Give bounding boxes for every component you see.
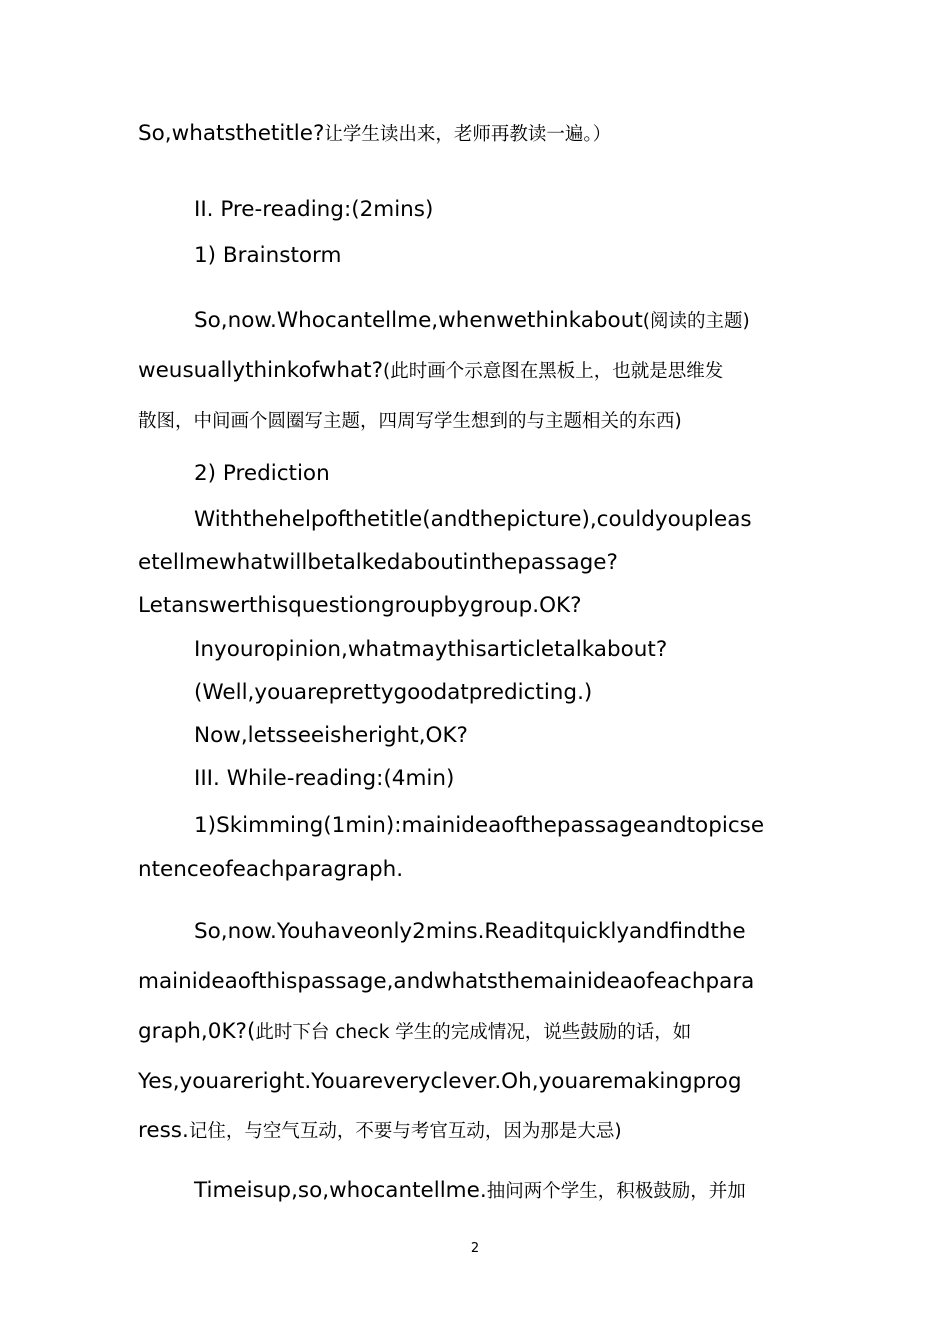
section-heading-pre-reading: II. Pre-reading:(2mins) xyxy=(194,197,434,222)
text-line: Withthehelpofthetitle(andthepicture),couldyoupleas xyxy=(194,507,752,532)
text-line: 散图，中间画个圆圈写主题，四周写学生想到的与主题相关的东西) xyxy=(138,411,682,432)
text-line: So,now.Youhaveonly2mins.Readitquicklyandfindthe xyxy=(194,919,746,944)
text-line: mainideaofthispassage,andwhatsthemainideaofeachpara xyxy=(138,969,755,994)
text-line: 1)Skimming(1min):mainideaofthepassageandtopicse xyxy=(194,813,765,838)
subheading-prediction: 2) Prediction xyxy=(194,461,330,486)
text-line: Timeisup,so,whocantellme.抽问两个学生，积极鼓励，并加 xyxy=(194,1178,746,1203)
text-line: So,now.Whocantellme,whenwethinkabout(阅读的主题) xyxy=(194,308,750,333)
text-line: Inyouropinion,whatmaythisarticletalkabout? xyxy=(194,637,668,662)
text-line: ress.记住，与空气互动，不要与考官互动，因为那是大忌) xyxy=(138,1118,622,1143)
text-line: weusuallythinkofwhat?(此时画个示意图在黑板上，也就是思维发 xyxy=(138,358,724,383)
text-line: graph,0K?(此时下台 check 学生的完成情况，说些鼓励的话，如 xyxy=(138,1019,692,1044)
text-line: Yes,youareright.Youareveryclever.Oh,youaremakingprog xyxy=(138,1069,742,1094)
text-line: So,whatsthetitle?让学生读出来，老师再教读一遍。） xyxy=(138,121,612,146)
text-line: Now,letsseeisheright,OK? xyxy=(194,723,468,748)
subheading-brainstorm: 1) Brainstorm xyxy=(194,243,342,268)
text-line: ntenceofeachparagraph. xyxy=(138,857,404,882)
text-line: etellmewhatwillbetalkedaboutinthepassage? xyxy=(138,550,618,575)
text-line: Letanswerthisquestiongroupbygroup.OK? xyxy=(138,593,582,618)
page-number: 2 xyxy=(470,1241,480,1256)
section-heading-while-reading: III. While-reading:(4min) xyxy=(194,766,455,791)
text-line: (Well,youareprettygoodatpredicting.) xyxy=(194,680,593,705)
